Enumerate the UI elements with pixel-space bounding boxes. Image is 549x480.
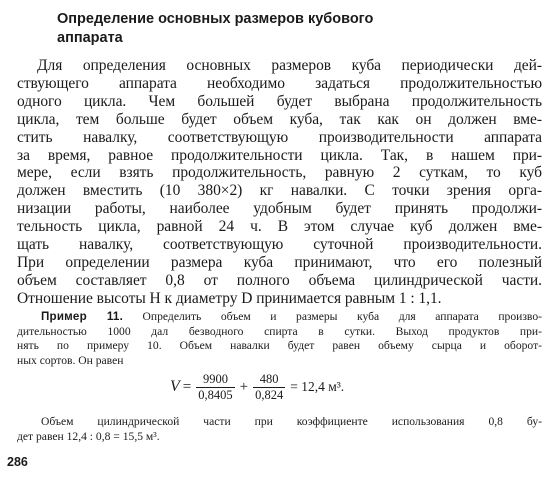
fraction-1-denominator: 0,8405 xyxy=(198,387,233,402)
section-title xyxy=(57,10,417,48)
after-line: дет равен 12,4 : 0,8 = 15,5 м³. xyxy=(17,429,160,443)
text-line: цикла, тем больше будет объем куба, так как он должен вме- xyxy=(17,110,542,128)
example-line: дительностью 1000 дал безводного спирта в сутки. Выход продуктов при- xyxy=(17,324,542,338)
text-line: ствующего аппарата необходимо задаться продолжительностью xyxy=(17,74,542,92)
text-line: Для определения основных размеров куба периодически дей- xyxy=(37,57,542,74)
text-line: щать навалку, соответствующую суточной производительности. xyxy=(17,236,542,254)
after-formula-paragraph xyxy=(17,415,542,444)
text-line: При определении размера куба принимают, что его полезный xyxy=(17,253,542,271)
example-label: Пример 11. xyxy=(41,310,123,323)
text-line: тельность цикла, равной 24 ч. В этом случае куб должен вме- xyxy=(17,218,542,236)
formula-plus: + xyxy=(239,378,249,395)
fraction-2-numerator: 480 xyxy=(259,371,279,386)
section-title-line-2: аппарата xyxy=(57,30,123,46)
example-text: Определить объем и размеры куба для аппарата произво- xyxy=(142,310,542,323)
formula-fraction-2 xyxy=(253,372,285,403)
formula-lhs: V xyxy=(170,378,180,395)
text-line: одного цикла. Чем большей будет выбрана продолжительность xyxy=(17,92,542,110)
text-line: за время, равное продолжительности цикла. Так, в нашем при- xyxy=(17,146,542,164)
formula-equals: = xyxy=(182,378,192,395)
text-line: мере, если взять продолжительность, равную 2 суткам, то куб xyxy=(17,164,542,182)
fraction-1-numerator: 9900 xyxy=(202,371,228,386)
section-title-line-1: Определение основных размеров кубового xyxy=(57,11,374,27)
text-line: стить навалку, соответствующую производительности аппарата xyxy=(17,128,542,146)
page-number: 286 xyxy=(7,455,28,469)
text-line: объем составляет 0,8 от полного объема цилиндрической части. xyxy=(17,271,542,289)
main-paragraph xyxy=(17,57,542,308)
text-line: должен вместить (10 380×2) кг навалки. С точки зрения орга- xyxy=(17,182,542,200)
text-line: Отношение высоты H к диаметру D принимается равным 1 : 1,1. xyxy=(17,289,442,307)
example-line: нять по примеру 10. Объем навалки будет равен объему сырца и оборот- xyxy=(17,339,542,352)
example-paragraph xyxy=(17,310,542,368)
example-line-1 xyxy=(17,310,542,325)
volume-formula xyxy=(170,368,344,406)
formula-result: = 12,4 м³. xyxy=(290,379,345,394)
text-line: низации работы, наиболее удобным будет принять продолжи- xyxy=(17,200,542,218)
fraction-2-denominator: 0,824 xyxy=(255,387,284,402)
after-line: Объем цилиндрической части при коэффициенте использования 0,8 бу- xyxy=(41,415,542,428)
formula-fraction-1 xyxy=(196,372,234,403)
example-line: ных сортов. Он равен xyxy=(17,353,124,367)
